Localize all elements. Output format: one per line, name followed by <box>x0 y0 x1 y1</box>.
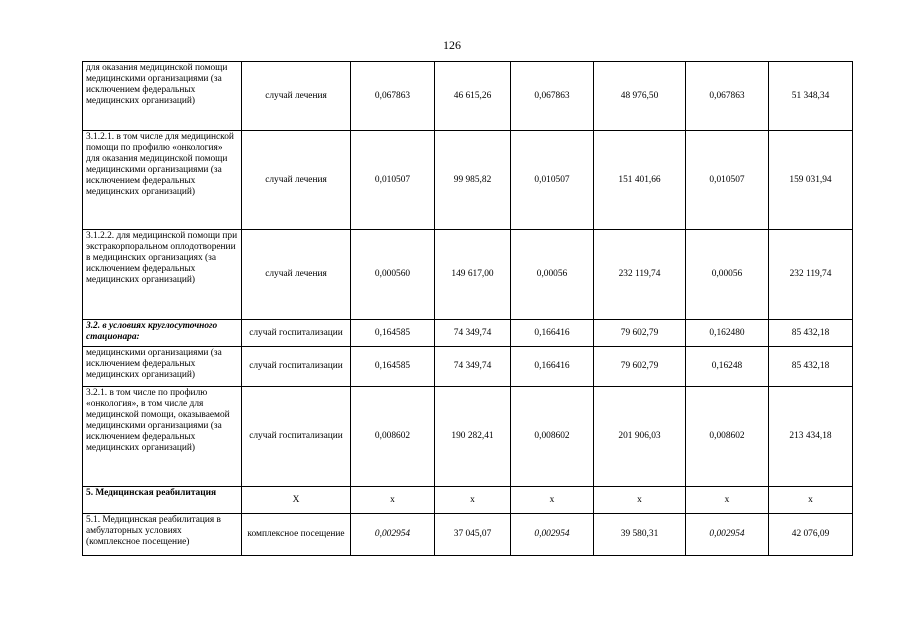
table-row <box>83 320 853 347</box>
value-cell: 0,008602 <box>511 387 594 487</box>
value-cell: 85 432,18 <box>769 320 853 347</box>
value-cell: 99 985,82 <box>435 131 511 230</box>
unit-cell: комплексное посещение <box>242 514 351 556</box>
value-cell: 46 615,26 <box>435 62 511 131</box>
unit-cell: случай лечения <box>242 131 351 230</box>
page-number: 126 <box>443 38 461 52</box>
value-cell: 232 119,74 <box>769 230 853 320</box>
value-cell: х <box>435 487 511 514</box>
value-cell: 0,166416 <box>511 320 594 347</box>
value-cell: 0,002954 <box>351 514 435 556</box>
value-cell: х <box>686 487 769 514</box>
unit-cell: случай госпитализации <box>242 347 351 387</box>
value-cell: 79 602,79 <box>594 320 686 347</box>
row-label: 3.2.1. в том числе по профилю «онкология», в том числе для медицинской помощи, оказываемой медицинскими организациями (за исключением федеральных медицинских организаций) <box>83 387 242 487</box>
value-cell: х <box>594 487 686 514</box>
table-row <box>83 387 853 487</box>
value-cell: 37 045,07 <box>435 514 511 556</box>
value-cell: 0,010507 <box>351 131 435 230</box>
unit-cell: Х <box>242 487 351 514</box>
value-cell: 0,002954 <box>511 514 594 556</box>
value-cell: х <box>351 487 435 514</box>
value-cell: х <box>769 487 853 514</box>
unit-cell: случай госпитализации <box>242 387 351 487</box>
unit-cell: случай лечения <box>242 62 351 131</box>
value-cell: 0,16248 <box>686 347 769 387</box>
table-row <box>83 347 853 387</box>
unit-cell: случай госпитализации <box>242 320 351 347</box>
value-cell: 0,010507 <box>511 131 594 230</box>
row-label: медицинскими организациями (за исключением федеральных медицинских организаций) <box>83 347 242 387</box>
value-cell: 74 349,74 <box>435 320 511 347</box>
value-cell: 74 349,74 <box>435 347 511 387</box>
value-cell: 0,067863 <box>511 62 594 131</box>
row-label: 3.1.2.2. для медицинской помощи при экстракорпоральном оплодотворении в медицинских организациях (за исключением федеральных медицинских организаций) <box>83 230 242 320</box>
data-table <box>82 61 853 556</box>
value-cell: 149 617,00 <box>435 230 511 320</box>
value-cell: 42 076,09 <box>769 514 853 556</box>
table-row <box>83 131 853 230</box>
value-cell: 0,008602 <box>686 387 769 487</box>
value-cell: 48 976,50 <box>594 62 686 131</box>
row-label: 5.1. Медицинская реабилитация в амбулаторных условиях (комплексное посещение) <box>83 514 242 556</box>
value-cell: 0,164585 <box>351 347 435 387</box>
table-row <box>83 62 853 131</box>
value-cell: 190 282,41 <box>435 387 511 487</box>
row-label: 3.1.2.1. в том числе для медицинской помощи по профилю «онкология» для оказания медицинской помощи медицинскими организациями (за исключением федеральных медицинских организаций) <box>83 131 242 230</box>
value-cell: 0,010507 <box>686 131 769 230</box>
value-cell: 201 906,03 <box>594 387 686 487</box>
value-cell: 0,00056 <box>511 230 594 320</box>
value-cell: 0,000560 <box>351 230 435 320</box>
value-cell: х <box>511 487 594 514</box>
value-cell: 79 602,79 <box>594 347 686 387</box>
value-cell: 0,162480 <box>686 320 769 347</box>
table-row <box>83 514 853 556</box>
value-cell: 51 348,34 <box>769 62 853 131</box>
value-cell: 0,067863 <box>686 62 769 131</box>
table-row <box>83 230 853 320</box>
value-cell: 0,00056 <box>686 230 769 320</box>
value-cell: 232 119,74 <box>594 230 686 320</box>
value-cell: 0,166416 <box>511 347 594 387</box>
value-cell: 0,164585 <box>351 320 435 347</box>
value-cell: 213 434,18 <box>769 387 853 487</box>
value-cell: 159 031,94 <box>769 131 853 230</box>
value-cell: 39 580,31 <box>594 514 686 556</box>
value-cell: 0,002954 <box>686 514 769 556</box>
value-cell: 0,008602 <box>351 387 435 487</box>
value-cell: 85 432,18 <box>769 347 853 387</box>
value-cell: 0,067863 <box>351 62 435 131</box>
row-label: 3.2. в условиях круглосуточного стационара: <box>83 320 242 347</box>
value-cell: 151 401,66 <box>594 131 686 230</box>
table-row <box>83 487 853 514</box>
row-label: 5. Медицинская реабилитация <box>83 487 242 514</box>
unit-cell: случай лечения <box>242 230 351 320</box>
row-label: для оказания медицинской помощи медицинскими организациями (за исключением федеральных медицинских организаций) <box>83 62 242 131</box>
